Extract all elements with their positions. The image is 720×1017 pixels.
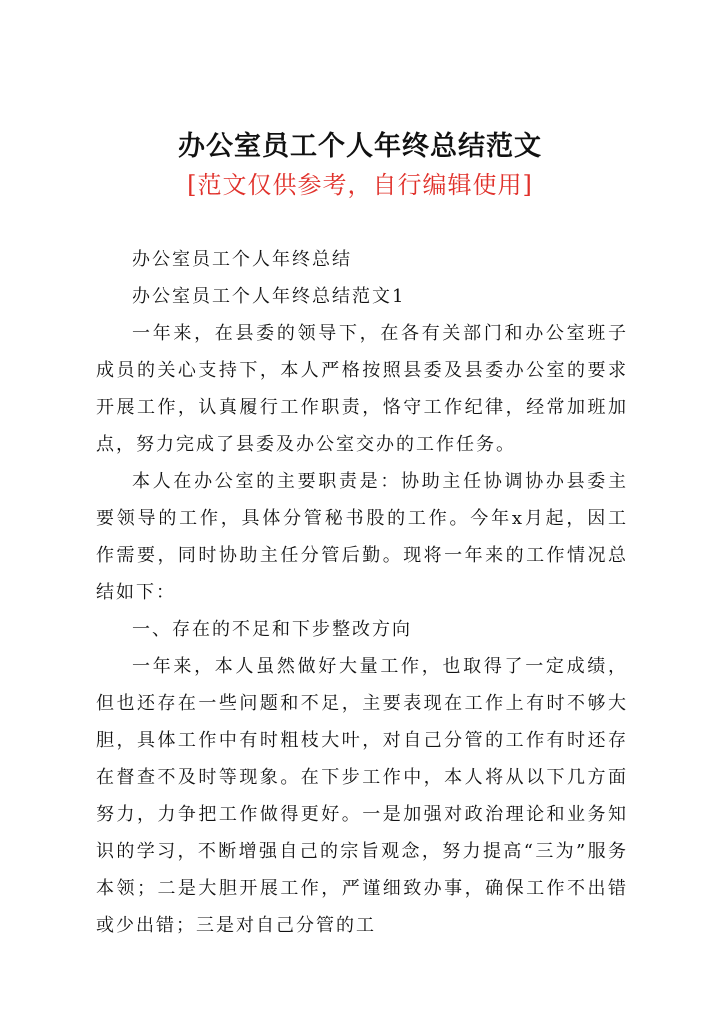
paragraph-subheading: 办公室员工个人年终总结范文1	[132, 286, 406, 307]
document-subtitle: [范文仅供参考，自行编辑使用]	[187, 171, 533, 199]
paragraph: 一年来，本人虽然做好大量工作，也取得了一定成绩，但也还存在一些问题和不足，主要表现在工作上有时不够大胆，具体工作中有时粗枝大叶，对自己分管的工作有时还存在督查不及时等现象。在下步工作中，本人将从以下几方面努力，力争把工作做得更好。一是加强对政治理论和业务知识的学习，不断增强自己的宗旨观念，努力提高“三为”服务本领；二是大胆开展工作，严谨细致办事，确保工作不出错或少出错；三是对自己分管的工	[96, 656, 628, 936]
paragraph: 一年来，在县委的领导下，在各有关部门和办公室班子成员的关心支持下，本人严格按照县委及县委办公室的要求开展工作，认真履行工作职责，恪守工作纪律，经常加班加点，努力完成了县委及办公室交办的工作任务。	[96, 323, 628, 455]
section-heading: 一、存在的不足和下步整改方向	[132, 619, 412, 640]
document-title: 办公室员工个人年终总结范文	[178, 131, 542, 162]
paragraph: 本人在办公室的主要职责是：协助主任协调协办县委主要领导的工作，具体分管秘书股的工作。今年x月起，因工作需要，同时协助主任分管后勤。现将一年来的工作情况总结如下：	[96, 471, 628, 603]
document-body	[96, 241, 628, 944]
paragraph-heading: 办公室员工个人年终总结	[132, 249, 352, 270]
